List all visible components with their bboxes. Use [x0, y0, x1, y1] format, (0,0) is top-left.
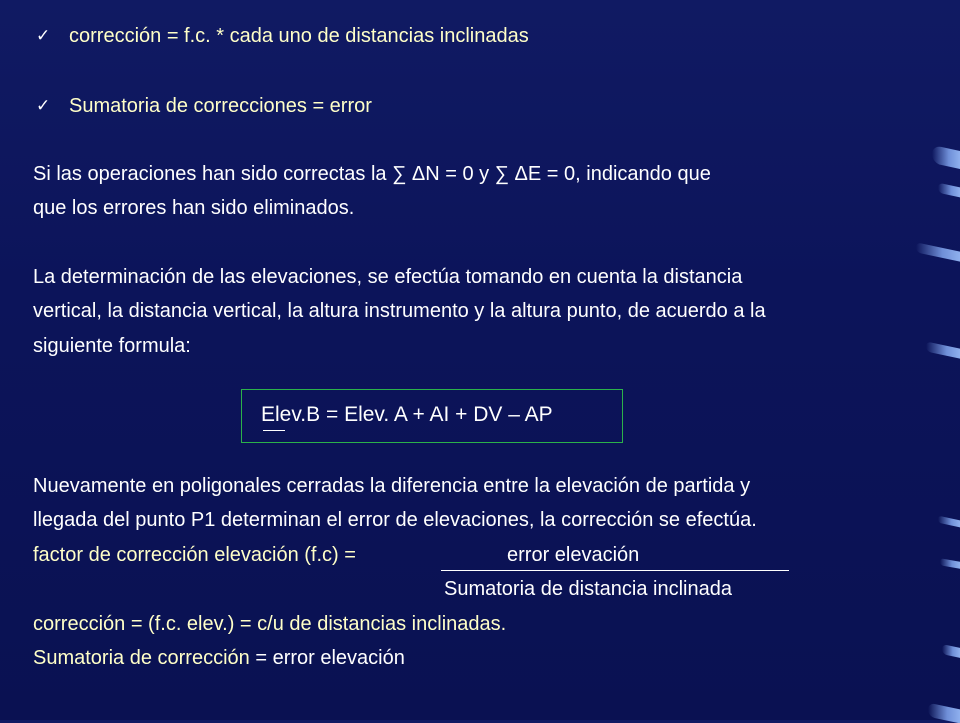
fraction-numerator: error elevación [507, 544, 640, 566]
summation-value: = error elevación [249, 647, 405, 669]
fraction-denominator: Sumatoria de distancia inclinada [444, 578, 732, 600]
paragraph-line: Si las operaciones han sido correctas la ∑ ΔN = 0 y ∑ ΔE = 0, indicando que [33, 163, 711, 185]
decorative-streak [932, 145, 960, 169]
elevation-formula: Elev.B = Elev. A + AI + DV – AP [261, 403, 553, 426]
checkmark-icon: ✓ [36, 96, 51, 116]
bullet-sumatoria: Sumatoria de correcciones = error [69, 95, 372, 117]
formula-underline [263, 430, 285, 431]
decorative-streak [938, 183, 960, 198]
decorative-streak [942, 644, 960, 658]
decorative-streak [926, 341, 960, 358]
paragraph-line: llegada del punto P1 determinan el error de elevaciones, la corrección se efectúa. [33, 509, 757, 531]
decorative-streak [940, 558, 960, 569]
fraction-bar [441, 570, 789, 571]
checkmark-icon: ✓ [36, 26, 51, 46]
paragraph-line: Nuevamente en poligonales cerradas la diferencia entre la elevación de partida y [33, 475, 751, 497]
summation-line [33, 646, 405, 670]
paragraph-line: vertical, la distancia vertical, la altura instrumento y la altura punto, de acuerdo a la [33, 300, 766, 322]
paragraph-line: siguiente formula: [33, 335, 191, 357]
correction-line: corrección = (f.c. elev.) = c/u de distancias inclinadas. [33, 613, 507, 635]
summation-label: Sumatoria de corrección [33, 647, 250, 669]
bullet-correccion: corrección = f.c. * cada uno de distancias inclinadas [69, 25, 529, 47]
factor-label: factor de corrección elevación (f.c) = [33, 544, 356, 566]
paragraph-line: que los errores han sido eliminados. [33, 197, 355, 219]
decorative-streak [916, 242, 960, 261]
decorative-streak [938, 516, 960, 528]
paragraph-line: La determinación de las elevaciones, se efectúa tomando en cuenta la distancia [33, 266, 743, 288]
